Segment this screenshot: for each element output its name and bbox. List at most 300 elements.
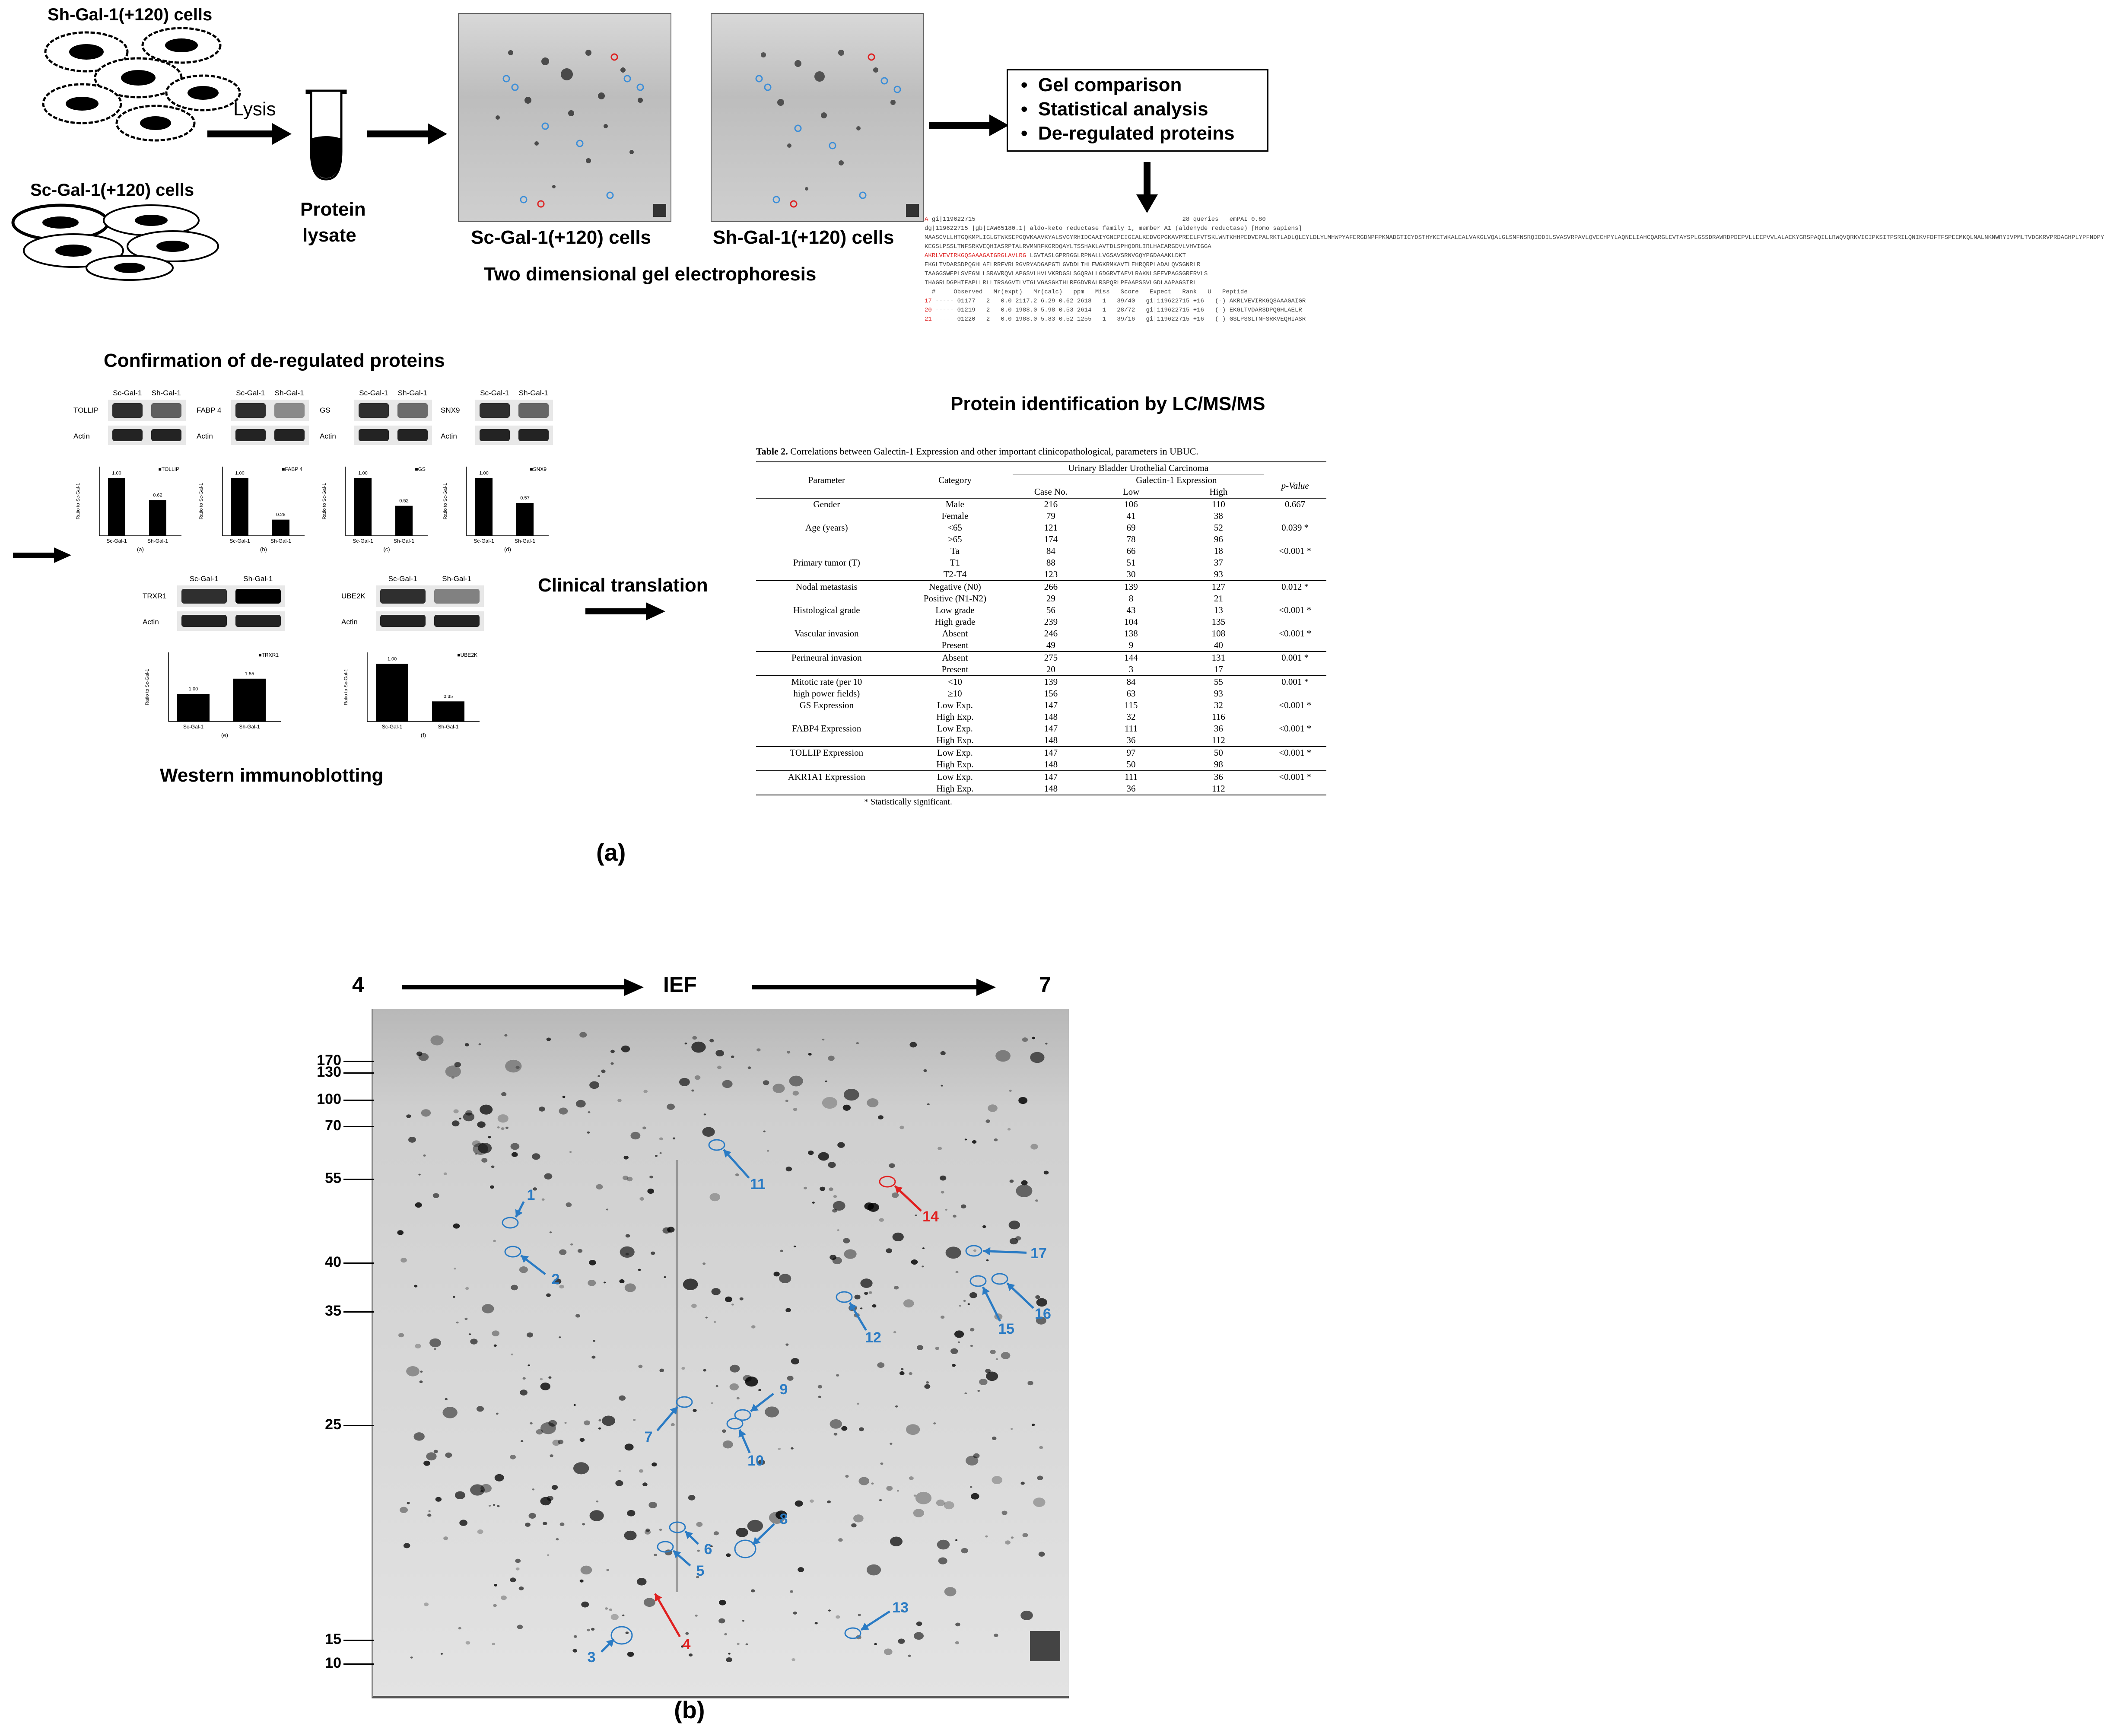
chart-legend: ■GS: [415, 466, 426, 472]
group-header: Urinary Bladder Urothelial Carcinoma: [1013, 462, 1264, 474]
spot-number: 10: [747, 1453, 764, 1469]
actin-band: [518, 429, 549, 441]
y-axis-label: Ratio to Sc-Gal-1: [322, 483, 327, 520]
mw-marker-tick: [343, 1640, 374, 1641]
gel-spot-pattern: [397, 1032, 1049, 1662]
mw-marker-label: 100: [317, 1091, 341, 1107]
panel-sublabel: (b): [260, 546, 267, 553]
bar-value-label: 1.00: [112, 471, 121, 476]
table-cell-high: 37: [1214, 557, 1223, 568]
bar-category-label: Sc-Gal-1: [381, 724, 403, 730]
table-cell-param: Age (years): [805, 522, 848, 533]
table-cell-low: 8: [1128, 593, 1134, 604]
chart-legend: ■TRXR1: [258, 652, 279, 658]
table-cell-high: 93: [1214, 569, 1223, 579]
western-blot-panel: [441, 389, 553, 562]
col-category: Category: [938, 474, 972, 485]
mw-marker-label: 25: [325, 1416, 341, 1433]
bar-category-label: Sc-Gal-1: [353, 538, 373, 544]
spot-number: 1: [527, 1187, 535, 1203]
table-cell-n: 246: [1044, 628, 1058, 639]
lysis-label: Lysis: [233, 99, 276, 120]
spot-number: 9: [779, 1381, 788, 1398]
loading-control-label: Actin: [441, 432, 457, 440]
table-cell-high: 38: [1214, 511, 1223, 521]
col-low: Low: [1122, 486, 1140, 497]
ratio-bar: [376, 664, 408, 722]
table-cell-high: 18: [1214, 546, 1223, 556]
ph-left-label: 4: [352, 973, 364, 997]
ph-right-label: 7: [1039, 973, 1051, 997]
protein-band: [235, 589, 281, 604]
ms-peptide-id: 20: [925, 307, 932, 314]
table-cell-param: [756, 759, 897, 771]
lane-label: Sc-Gal-1: [359, 389, 388, 397]
sub-header: Galectin-1 Expression: [1136, 475, 1217, 485]
table-row: [756, 664, 1326, 676]
gel-corner-mark: [1030, 1631, 1060, 1661]
spot-arrow: [655, 1593, 680, 1637]
table-cell-param: FABP4 Expression: [792, 723, 861, 734]
table-cell-p: [1264, 569, 1326, 581]
table-cell-cat: <10: [897, 676, 1013, 688]
ratio-bar: [108, 478, 125, 536]
col-high: High: [1209, 486, 1228, 497]
mw-marker-tick: [343, 1126, 374, 1127]
bar-category-label: Sh-Gal-1: [239, 724, 260, 730]
table-cell-param: Histological grade: [793, 605, 860, 615]
table-cell-high: 110: [1212, 499, 1225, 509]
lane-label: Sc-Gal-1: [189, 575, 219, 583]
table-cell-cat: Present: [941, 664, 969, 674]
y-axis-label: Ratio to Sc-Gal-1: [76, 483, 81, 520]
table-cell-n: 79: [1046, 511, 1055, 521]
table-cell-n: 123: [1044, 569, 1058, 579]
gel-to-analysis-arrow: [929, 112, 1011, 138]
mw-marker-label: 10: [325, 1655, 341, 1671]
western-blot-panel: [320, 389, 432, 562]
table-caption-label: Table 2.: [756, 446, 788, 457]
table-cell-p: [1264, 711, 1326, 723]
table-cell-high: 112: [1212, 783, 1225, 794]
table-cell-cat: Male: [945, 499, 964, 509]
protein-label: Protein: [300, 199, 366, 220]
table-cell-high: 135: [1211, 617, 1226, 627]
table-cell-p: <0.001 *: [1279, 628, 1312, 639]
table-cell-param: TOLLIP Expression: [756, 747, 897, 759]
spot-number: 12: [865, 1329, 881, 1346]
table-cell-n: 216: [1044, 499, 1058, 509]
bar-value-label: 1.00: [235, 471, 245, 476]
table-cell-n: 29: [1046, 593, 1055, 604]
bar-value-label: 0.35: [443, 694, 453, 699]
bar-category-label: Sc-Gal-1: [106, 538, 127, 544]
bar-value-label: 1.55: [245, 671, 254, 677]
table-cell-low: 115: [1124, 700, 1138, 710]
table-cell-cat: ≥65: [948, 534, 962, 544]
table-cell-low: 66: [1126, 546, 1136, 556]
western-blot-panel: [341, 575, 484, 747]
table-cell-high: 108: [1211, 628, 1226, 639]
table-cell-n: 56: [1046, 605, 1055, 615]
table-cell-n: 266: [1013, 581, 1089, 593]
actin-band: [112, 429, 143, 441]
bar-value-label: 0.57: [520, 496, 530, 501]
table-row: [756, 639, 1326, 652]
table-cell-p: [1264, 759, 1326, 771]
table-cell-cat: Low Exp.: [937, 723, 973, 734]
table-cell-high: 36: [1214, 723, 1223, 734]
mw-marker-label: 35: [325, 1303, 341, 1319]
table-cell-high: 17: [1214, 664, 1223, 674]
table-cell-low: 84: [1089, 676, 1173, 688]
table-cell-p: [1264, 639, 1326, 652]
spot-annotation: [735, 1381, 788, 1420]
loading-control-label: Actin: [197, 432, 213, 440]
table-cell-high: 116: [1212, 712, 1225, 722]
loading-control-label: Actin: [320, 432, 336, 440]
ratio-bar: [149, 500, 166, 536]
panel-sublabel: (c): [383, 546, 390, 553]
table-row: [756, 676, 1326, 688]
table-cell-p: [1264, 593, 1326, 604]
spot-circle: [502, 1218, 518, 1228]
blot-protein-label: TOLLIP: [73, 406, 99, 414]
lane-label: Sc-Gal-1: [236, 389, 265, 397]
table-cell-param: Mitotic rate (per 10: [756, 676, 897, 688]
spot-number: 6: [704, 1541, 712, 1558]
panel-sublabel: (f): [420, 732, 426, 738]
table-cell-p: 0.001 *: [1264, 676, 1326, 688]
bar-category-label: Sh-Gal-1: [393, 538, 415, 544]
spot-number: 13: [892, 1599, 909, 1616]
table-cell-p: 0.039 *: [1281, 522, 1309, 533]
lysate-to-gel-arrow: [367, 121, 449, 147]
loading-control-label: Actin: [73, 432, 90, 440]
table-cell-param: [756, 616, 897, 628]
lane-label: Sh-Gal-1: [397, 389, 427, 397]
table-cell-cat: T1: [950, 557, 960, 568]
panel-b-label: (b): [674, 1696, 705, 1723]
table-cell-cat: Low Exp.: [897, 747, 1013, 759]
table-cell-n: 147: [1013, 771, 1089, 783]
spot-circle: [880, 1176, 895, 1187]
sc-cells-illustration: [9, 203, 225, 281]
table-cell-p: [1264, 734, 1326, 747]
table-row: [756, 628, 1326, 639]
lysate-tube-icon: [298, 86, 354, 186]
actin-band: [359, 429, 389, 441]
table-cell-n: 239: [1044, 617, 1058, 627]
mw-marker-tick: [343, 1425, 374, 1426]
table-cell-n: 148: [1044, 783, 1058, 794]
table-cell-n: 139: [1013, 676, 1089, 688]
spot-annotation: [502, 1187, 535, 1228]
protein-band: [434, 589, 480, 604]
ratio-bar-chart: [197, 454, 309, 553]
table-cell-p: 0.012 *: [1264, 581, 1326, 593]
western-blot-panel: [197, 389, 309, 562]
table-cell-param: AKR1A1 Expression: [756, 771, 897, 783]
ratio-bar: [177, 694, 210, 722]
spot-annotation: [966, 1245, 1047, 1262]
table-caption: Correlations between Galectin-1 Expression and other important clinicopathological, parameters in UBUC.: [788, 446, 1198, 457]
table-row: [756, 604, 1326, 616]
table-cell-n: 20: [1046, 664, 1055, 674]
bar-category-label: Sc-Gal-1: [229, 538, 250, 544]
table-row: [756, 723, 1326, 734]
lane-label: Sc-Gal-1: [388, 575, 417, 583]
y-axis-label: Ratio to Sc-Gal-1: [145, 668, 150, 706]
table-cell-cat: Negative (N0): [897, 581, 1013, 593]
actin-band: [434, 615, 480, 627]
table-row: [756, 510, 1326, 522]
blot-protein-label: GS: [320, 406, 331, 414]
gel-thumbnail-sh: [711, 13, 924, 222]
bar-value-label: 0.62: [153, 493, 162, 498]
bar-category-label: Sh-Gal-1: [147, 538, 168, 544]
ratio-bar-chart: [320, 454, 432, 553]
table-cell-param: Nodal metastasis: [756, 581, 897, 593]
bar-category-label: Sh-Gal-1: [514, 538, 536, 544]
spot-circle: [611, 1627, 632, 1644]
table-cell-low: 111: [1125, 723, 1138, 734]
ief-arrows: [402, 972, 1274, 1002]
table-cell-param: [756, 734, 897, 747]
table-cell-p: <0.001 *: [1279, 605, 1312, 615]
spot-number: 2: [551, 1271, 560, 1288]
table-cell-high: 131: [1173, 652, 1264, 664]
confirmation-title: Confirmation of de-regulated proteins: [104, 350, 445, 371]
table-cell-n: 148: [1044, 712, 1058, 722]
spot-annotation: [655, 1593, 691, 1653]
lane-label: Sc-Gal-1: [480, 389, 509, 397]
gel-streak: [676, 1160, 678, 1592]
table-row: [756, 652, 1326, 664]
table-cell-low: 63: [1126, 688, 1136, 699]
ratio-bar-chart: [441, 454, 553, 553]
table-cell-p: <0.001 *: [1279, 546, 1312, 556]
table-cell-cat: ≥10: [948, 688, 962, 699]
ms-peptide-id: 21: [925, 316, 932, 323]
actin-band: [480, 429, 510, 441]
table-cell-high: 50: [1173, 747, 1264, 759]
col-parameter: Parameter: [808, 474, 845, 485]
lane-label: Sh-Gal-1: [274, 389, 304, 397]
analysis-step: • De-regulated proteins: [1021, 123, 1235, 144]
protein-band: [235, 403, 266, 418]
lane-label: Sh-Gal-1: [442, 575, 472, 583]
table-cell-p: [1264, 688, 1326, 699]
col-case-no: Case No.: [1034, 486, 1068, 497]
bar-category-label: Sh-Gal-1: [438, 724, 459, 730]
table-cell-p: 0.667: [1285, 499, 1306, 509]
table-cell-cat: Ta: [950, 546, 960, 556]
mw-marker-tick: [343, 1061, 374, 1062]
table-row: [756, 498, 1326, 510]
panel-a-label: (a): [596, 839, 626, 866]
spot-number: 5: [696, 1563, 705, 1579]
spot-annotation: [880, 1176, 939, 1225]
bar-category-label: Sh-Gal-1: [270, 538, 292, 544]
table-cell-cat: <65: [948, 522, 962, 533]
table-cell-high: 112: [1212, 735, 1225, 745]
protein-band: [359, 403, 389, 418]
protein-band: [181, 589, 227, 604]
spot-number: 4: [682, 1636, 691, 1653]
table-cell-param: Perineural invasion: [756, 652, 897, 664]
table-cell-param: [756, 783, 897, 795]
chart-legend: ■FABP 4: [282, 466, 302, 472]
gel-b-image: [372, 1009, 1069, 1698]
analysis-to-ms-arrow: [1134, 162, 1160, 214]
table-row: [756, 688, 1326, 699]
table-row: [756, 734, 1326, 747]
table-row: [756, 616, 1326, 628]
two-dimensional-gel-title: Two dimensional gel electrophoresis: [484, 264, 817, 285]
table-cell-n: 84: [1046, 546, 1055, 556]
table-cell-low: 36: [1126, 783, 1136, 794]
table-cell-low: 43: [1126, 605, 1136, 615]
correlation-table: [756, 445, 1326, 807]
bar-value-label: 1.00: [358, 471, 368, 476]
table-cell-cat: High Exp.: [936, 759, 974, 769]
table-cell-n: 147: [1044, 700, 1058, 710]
lysis-arrow: [207, 121, 294, 147]
ratio-bar: [354, 478, 372, 536]
table-row: [756, 534, 1326, 545]
actin-band: [181, 615, 227, 627]
table-cell-param: [756, 534, 897, 545]
confirmation-arrow: [13, 547, 73, 564]
actin-band: [274, 429, 305, 441]
table-cell-low: 30: [1126, 569, 1136, 579]
table-cell-p: [1264, 510, 1326, 522]
blot-protein-label: UBE2K: [341, 592, 365, 600]
spot-number: 16: [1035, 1306, 1051, 1322]
table-cell-n: 147: [1013, 747, 1089, 759]
table-cell-cat: High Exp.: [936, 712, 974, 722]
table-cell-low: 138: [1124, 628, 1138, 639]
table-cell-cat: High Exp.: [936, 783, 974, 794]
lane-label: Sh-Gal-1: [151, 389, 181, 397]
table-cell-low: 139: [1089, 581, 1173, 593]
table-cell-high: 32: [1214, 700, 1223, 710]
table-row: [756, 711, 1326, 723]
table-cell-param: [756, 664, 897, 676]
spot-number: 14: [922, 1208, 939, 1225]
table-cell-n: 49: [1046, 640, 1055, 650]
table-cell-high: 98: [1214, 759, 1223, 769]
mw-marker-tick: [343, 1100, 374, 1101]
analysis-step: • Statistical analysis: [1021, 99, 1208, 120]
table-cell-param: Primary tumor (T): [793, 557, 860, 568]
table-cell-p: <0.001 *: [1264, 747, 1326, 759]
table-cell-low: 50: [1126, 759, 1136, 769]
bar-value-label: 0.52: [399, 498, 409, 504]
table-cell-low: 9: [1128, 640, 1134, 650]
sc-cells-label: Sc-Gal-1(+120) cells: [30, 181, 194, 200]
analysis-steps-box: [1007, 69, 1268, 152]
table-cell-p: [1264, 534, 1326, 545]
table-cell-p: <0.001 *: [1279, 700, 1312, 710]
table-cell-high: 127: [1173, 581, 1264, 593]
mw-marker-label: 15: [325, 1631, 341, 1647]
table-cell-high: 52: [1214, 522, 1223, 533]
table-cell-param: [756, 569, 897, 581]
mw-marker-tick: [343, 1262, 374, 1264]
spot-circle: [845, 1628, 861, 1638]
chart-legend: ■SNX9: [530, 466, 547, 472]
table-cell-param: [756, 711, 897, 723]
table-cell-p: [1264, 664, 1326, 676]
table-cell-param: GS Expression: [799, 700, 854, 710]
western-blot-panel: [143, 575, 285, 747]
ratio-bar-chart: [73, 454, 186, 553]
table-cell-low: 111: [1089, 771, 1173, 783]
gel-sh-label: Sh-Gal-1(+120) cells: [713, 227, 894, 248]
ratio-bar: [432, 701, 464, 722]
table-cell-param: [756, 545, 897, 557]
table-cell-cat: Low grade: [935, 605, 975, 615]
ratio-bar-chart: [143, 639, 285, 739]
table-cell-p: <0.001 *: [1279, 723, 1312, 734]
gel-thumbnail-sc: [458, 13, 671, 222]
spot-circle: [677, 1397, 692, 1407]
spot-annotation: [658, 1542, 704, 1579]
table-cell-low: 106: [1124, 499, 1138, 509]
table-row: [756, 545, 1326, 557]
table-footnote: * Statistically significant.: [756, 795, 1326, 807]
panel-sublabel: (e): [221, 732, 228, 738]
mw-marker-label: 55: [325, 1170, 341, 1186]
ratio-bar: [272, 520, 289, 536]
protein-band: [397, 403, 428, 418]
western-title: Western immunoblotting: [160, 765, 384, 786]
table-cell-low: 97: [1089, 747, 1173, 759]
blot-protein-label: SNX9: [441, 406, 460, 414]
ratio-bar: [516, 503, 534, 536]
analysis-step: • Gel comparison: [1021, 74, 1182, 95]
chart-legend: ■UBE2K: [457, 652, 477, 658]
table-cell-low: 3: [1128, 664, 1134, 674]
table-cell-param: [756, 639, 897, 652]
table-cell-n: 174: [1044, 534, 1058, 544]
gel-sc-label: Sc-Gal-1(+120) cells: [471, 227, 652, 248]
table-row: [756, 581, 1326, 593]
table-cell-low: 69: [1126, 522, 1136, 533]
table-cell-p: [1264, 616, 1326, 628]
spot-circle: [658, 1542, 673, 1552]
table-cell-low: 78: [1126, 534, 1136, 544]
bar-value-label: 0.28: [276, 512, 286, 518]
table-cell-low: 32: [1126, 712, 1136, 722]
bar-value-label: 1.00: [387, 656, 397, 662]
lane-label: Sc-Gal-1: [113, 389, 142, 397]
spot-annotation: [845, 1599, 909, 1638]
lysate-label: lysate: [302, 225, 356, 246]
bar-category-label: Sc-Gal-1: [183, 724, 204, 730]
panel-sublabel: (d): [504, 546, 511, 553]
lane-label: Sh-Gal-1: [243, 575, 273, 583]
table-cell-low: 144: [1089, 652, 1173, 664]
table-row: [756, 593, 1326, 604]
table-row: [756, 759, 1326, 771]
spot-number: 11: [750, 1176, 766, 1192]
table-row: [756, 747, 1326, 759]
table-cell-n: 148: [1044, 759, 1058, 769]
table-cell-param: [756, 510, 897, 522]
